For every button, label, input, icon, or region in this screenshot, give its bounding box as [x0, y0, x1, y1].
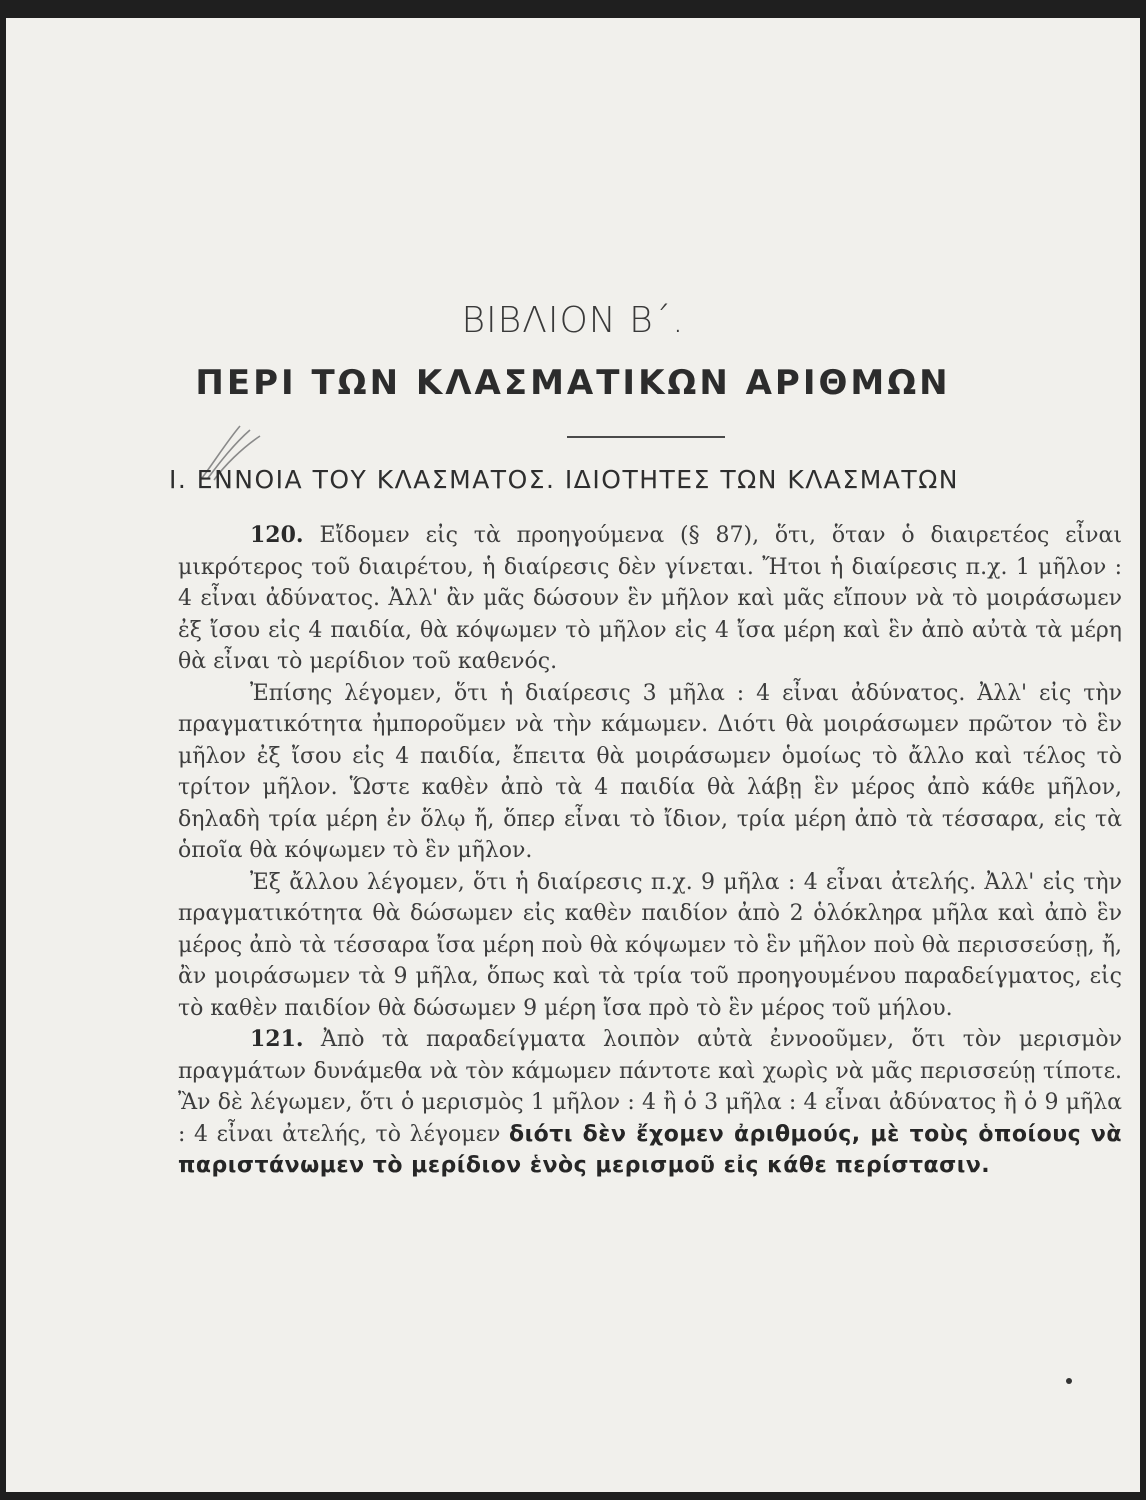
paragraph-number: 121. — [250, 1026, 304, 1052]
subject-title: ΠΕΡΙ ΤΩΝ ΚΛΑΣΜΑΤΙΚΩΝ ΑΡΙΘΜΩΝ — [195, 363, 951, 403]
paragraph-120-c — [178, 867, 1122, 1025]
paragraph-120 — [178, 520, 1122, 678]
book-page — [6, 18, 1140, 1492]
paragraph-120-b — [178, 678, 1122, 867]
section-heading: Ι. ΕΝΝΟΙΑ ΤΟΥ ΚΛΑΣΜΑΤΟΣ. ΙΔΙΟΤΗΤΕΣ ΤΩΝ ΚΛΑΣΜΑΤΩΝ — [169, 465, 960, 494]
paragraph-text: Ἐπίσης λέγομεν, ὅτι ἡ διαίρεσις 3 μῆλα : 4 εἶναι ἀδύνατος. Ἀλλ' εἰς τὴν πραγματικότητα ἠμποροῦμεν νὰ τὴν κάμωμεν. Διότι θὰ μοιράσωμεν πρῶτον τὸ ἓν μῆλον ἐξ ἴσου εἰς 4 παιδία, ἔπειτα θὰ μοιράσωμεν ὁμοίως τὸ ἄλλο καὶ τέλος τὸ τρίτον μῆλον. Ὥστε καθὲν ἀπὸ τὰ 4 παιδία θὰ λάβῃ ἓν μέρος ἀπὸ κάθε μῆλον, δηλαδὴ τρία μέρη ἐν ὅλῳ ἤ, ὅπερ εἶναι τὸ ἴδιον, τρία μέρη ἀπὸ τὰ τέσσαρα, εἰς τὰ ὁποῖα θὰ κόψωμεν τὸ ἓν μῆλον. — [178, 680, 1122, 863]
paragraph-121 — [178, 1024, 1122, 1182]
paragraph-text: Εἴδομεν εἰς τὰ προηγούμενα (§ 87), ὅτι, ὅταν ὁ διαιρετέος εἶναι μικρότερος τοῦ διαιρέτου, ἡ διαίρεσις δὲν γίνεται. Ἤτοι ἡ διαίρεσις π.χ. 1 μῆλον : 4 εἶναι ἀδύνατος. Ἀλλ' ἂν μᾶς δώσουν ἓν μῆλον καὶ μᾶς εἴπουν νὰ τὸ μοιράσωμεν ἐξ ἴσου εἰς 4 παιδία, θὰ κόψωμεν τὸ μῆλον εἰς 4 ἴσα μέρη καὶ ἓν ἀπὸ αὐτὰ τὰ μέρη θὰ εἶναι τὸ μερίδιον τοῦ καθενός. — [178, 523, 1123, 674]
book-title: ΒΙΒΛΙΟΝ Β΄. — [461, 300, 685, 341]
body-text — [178, 520, 1122, 1182]
emphasized-text: διότι δὲν ἔχομεν ἀριθμούς, μὲ τοὺς ὁποίους νὰ παριστάνωμεν τὸ μερίδιον ἑνὸς μερισμοῦ εἰς κάθε περίστασιν. — [178, 1121, 1122, 1178]
paragraph-number: 120. — [250, 522, 304, 548]
paragraph-text: Ἐξ ἄλλου λέγομεν, ὅτι ἡ διαίρεσις π.χ. 9 μῆλα : 4 εἶναι ἀτελής. Ἀλλ' εἰς τὴν πραγματικότητα θὰ δώσωμεν εἰς καθὲν παιδίον ἀπὸ 2 ὁλόκληρα μῆλα καὶ ἀπὸ ἓν μέρος ἀπὸ τὰ τέσσαρα ἴσα μέρη ποὺ θὰ κόψωμεν τὸ ἓν μῆλον ποὺ θὰ περισσεύσῃ, ἤ, ἂν μοιράσωμεν τὰ 9 μῆλα, ὅπως καὶ τὰ τρία τοῦ προηγουμένου παραδείγματος, εἰς τὸ καθὲν παιδίον θὰ δώσωμεν 9 μέρη ἴσα πρὸ τὸ ἓν μέρος τοῦ μήλου. — [178, 869, 1122, 1021]
paragraph-text: Ἀπὸ τὰ παραδείγματα λοιπὸν αὐτὰ ἐννοοῦμεν, ὅτι τὸν μερισμὸν πραγμάτων δυνάμεθα νὰ τὸν κάμωμεν πάντοτε καὶ χωρὶς νὰ μᾶς περισσεύῃ τίποτε. Ἂν δὲ λέγωμεν, ὅτι ὁ μερισμὸς 1 μῆλον : 4 ἢ ὁ 3 μῆλα : 4 εἶναι ἀδύνατος ἢ ὁ 9 μῆλα : 4 εἶναι ἀτελής, τὸ λέγομεν — [178, 1027, 1123, 1147]
title-divider — [567, 436, 725, 438]
stray-dot — [1066, 1378, 1072, 1384]
